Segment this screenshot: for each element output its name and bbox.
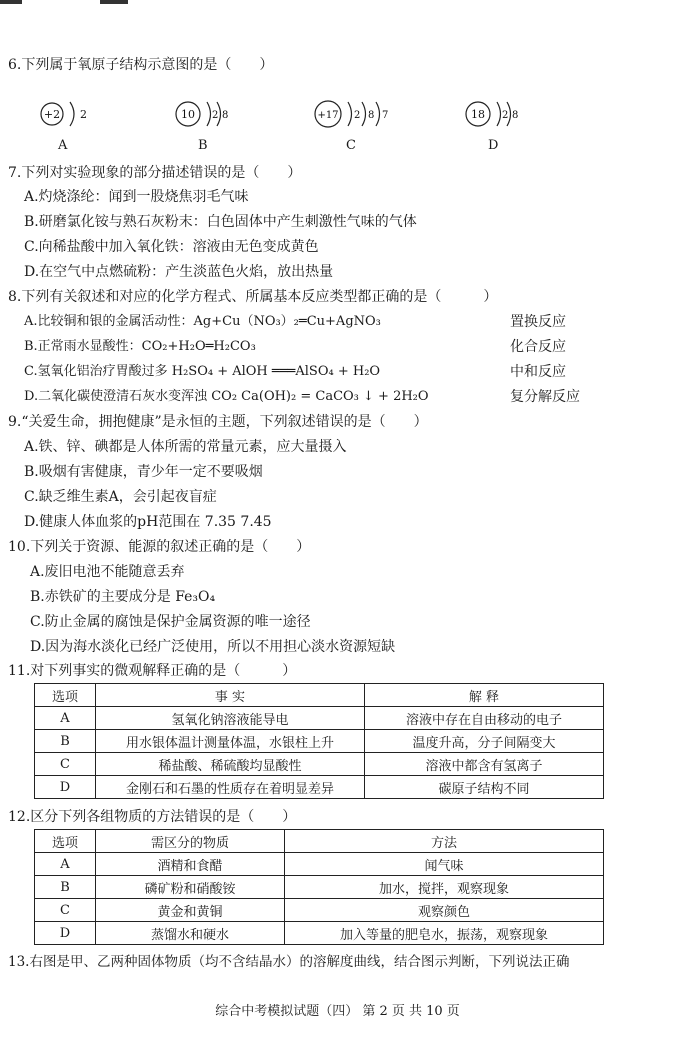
shell-electron-count: 2 (354, 110, 361, 121)
q8-stem: 8.下列有关叙述和对应的化学方程式、所属基本反应类型都正确的是（ ） (8, 289, 498, 305)
q8-option-a: A.比较铜和银的金属活动性：Ag+Cu（NO₃）₂═Cu+AgNO₃ (24, 314, 381, 329)
nucleus-charge: +17 (317, 110, 339, 121)
table-row (35, 876, 604, 899)
table-cell: 氢氧化钠溶液能导电 (96, 707, 365, 730)
table-row (35, 853, 604, 876)
table-header-cell: 事 实 (96, 684, 365, 707)
table-cell: 磷矿粉和硝酸铵 (96, 876, 285, 899)
q6-option-b-label: B (198, 138, 208, 153)
table-cell: 蒸馏水和硬水 (96, 922, 285, 945)
table-row (35, 899, 604, 922)
shell-electron-count: 7 (382, 110, 389, 121)
top-scan-mark (0, 0, 22, 4)
q8-option-b: B.正常雨水显酸性：CO₂+H₂O═H₂CO₃ (24, 339, 256, 354)
q7-option-b: B.研磨氯化铵与熟石灰粉末：白色固体中产生刺激性气味的气体 (24, 214, 417, 230)
table-header-cell: 需区分的物质 (96, 830, 285, 853)
atom-diagram-d (462, 96, 532, 132)
table-cell: 金刚石和石墨的性质存在着明显差异 (96, 776, 365, 799)
nucleus-charge: 10 (181, 108, 195, 121)
q9-option-b: B.吸烟有害健康，青少年一定不要吸烟 (24, 464, 263, 480)
q7-option-d: D.在空气中点燃硫粉：产生淡蓝色火焰，放出热量 (24, 264, 334, 280)
atom-diagram-c (312, 96, 402, 132)
page-footer: 综合中考模拟试题（四） 第 2 页 共 10 页 (215, 1004, 460, 1019)
atom-diagram-b (172, 96, 242, 132)
q7-stem: 7.下列对实验现象的部分描述错误的是（ ） (8, 165, 302, 181)
q6-option-d-label: D (488, 138, 499, 153)
table-cell: D (35, 776, 96, 799)
table-row (35, 730, 604, 753)
shell-electron-count: 8 (368, 110, 375, 121)
shell-electron-count: 8 (512, 110, 519, 121)
q12-stem: 12.区分下列各组物质的方法错误的是（ ） (8, 809, 297, 825)
table-cell: 闻气味 (285, 853, 604, 876)
table-header-cell: 选项 (35, 684, 96, 707)
q8-option-d: D.二氧化碳使澄清石灰水变浑浊 CO₂ Ca(OH)₂ = CaCO₃ ↓ + 2H₂O (24, 389, 429, 404)
table-header-cell: 方法 (285, 830, 604, 853)
q6-option-a-label: A (58, 138, 68, 153)
table-cell: A (35, 707, 96, 730)
q6-option-c-label: C (346, 138, 356, 153)
table-cell: 加入等量的肥皂水，振荡，观察现象 (285, 922, 604, 945)
q9-option-c: C.缺乏维生素A，会引起夜盲症 (24, 489, 217, 505)
q8-option-b-type: 化合反应 (510, 339, 566, 355)
table-cell: C (35, 899, 96, 922)
table-cell: 溶液中都含有氢离子 (365, 753, 604, 776)
q12-table (34, 829, 604, 945)
q11-table (34, 683, 604, 799)
q9-option-d: D.健康人体血浆的pH范围在 7.35 7.45 (24, 514, 272, 530)
q10-option-a: A.废旧电池不能随意丢弃 (30, 564, 185, 580)
table-cell: B (35, 730, 96, 753)
table-row (35, 776, 604, 799)
q7-option-c: C.向稀盐酸中加入氧化铁：溶液由无色变成黄色 (24, 239, 319, 255)
q10-option-c: C.防止金属的腐蚀是保护金属资源的唯一途径 (30, 614, 311, 630)
shell-electron-count: 2 (502, 110, 509, 121)
q10-option-b: B.赤铁矿的主要成分是 Fe₃O₄ (30, 589, 216, 605)
atom-diagram-a (38, 96, 98, 132)
table-cell: A (35, 853, 96, 876)
q8-option-c: C.氢氧化铝治疗胃酸过多 H₂SO₄ + AlOH ═══AlSO₄ + H₂O (24, 364, 381, 379)
nucleus-charge: 18 (471, 108, 485, 121)
table-row (35, 753, 604, 776)
table-cell: 温度升高，分子间隔变大 (365, 730, 604, 753)
q9-option-a: A.铁、锌、碘都是人体所需的常量元素，应大量摄入 (24, 439, 347, 455)
table-header-cell: 选项 (35, 830, 96, 853)
q7-option-a: A.灼烧涤纶：闻到一股烧焦羽毛气味 (24, 189, 249, 205)
table-cell: 酒精和食醋 (96, 853, 285, 876)
table-cell: 碳原子结构不同 (365, 776, 604, 799)
table-cell: 用水银体温计测量体温，水银柱上升 (96, 730, 365, 753)
table-cell: 黄金和黄铜 (96, 899, 285, 922)
shell-electron-count: 2 (80, 108, 87, 121)
q8-option-c-type: 中和反应 (510, 364, 566, 380)
table-row (35, 707, 604, 730)
table-cell: B (35, 876, 96, 899)
table-cell: 观察颜色 (285, 899, 604, 922)
table-row (35, 922, 604, 945)
q8-option-d-type: 复分解反应 (510, 389, 580, 405)
q9-stem: 9.“关爱生命，拥抱健康”是永恒的主题，下列叙述错误的是（ ） (8, 414, 428, 430)
q8-option-a-type: 置换反应 (510, 314, 566, 330)
table-cell: D (35, 922, 96, 945)
table-header-row (35, 830, 604, 853)
q10-option-d: D.因为海水淡化已经广泛使用，所以不用担心淡水资源短缺 (30, 639, 396, 655)
nucleus-charge: +2 (43, 108, 61, 121)
table-cell: 稀盐酸、稀硫酸均显酸性 (96, 753, 365, 776)
table-cell: 溶液中存在自由移动的电子 (365, 707, 604, 730)
q10-stem: 10.下列关于资源、能源的叙述正确的是（ ） (8, 539, 311, 555)
shell-electron-count: 8 (222, 110, 229, 121)
q11-stem: 11.对下列事实的微观解释正确的是（ ） (8, 663, 297, 679)
table-cell: C (35, 753, 96, 776)
top-scan-mark (100, 0, 128, 4)
q13-stem: 13.右图是甲、乙两种固体物质（均不含结晶水）的溶解度曲线，结合图示判断，下列说法正确 (8, 954, 570, 970)
table-header-row (35, 684, 604, 707)
table-cell: 加水，搅拌，观察现象 (285, 876, 604, 899)
q6-stem: 6.下列属于氧原子结构示意图的是（ ） (8, 57, 274, 73)
table-header-cell: 解 释 (365, 684, 604, 707)
shell-electron-count: 2 (212, 110, 219, 121)
